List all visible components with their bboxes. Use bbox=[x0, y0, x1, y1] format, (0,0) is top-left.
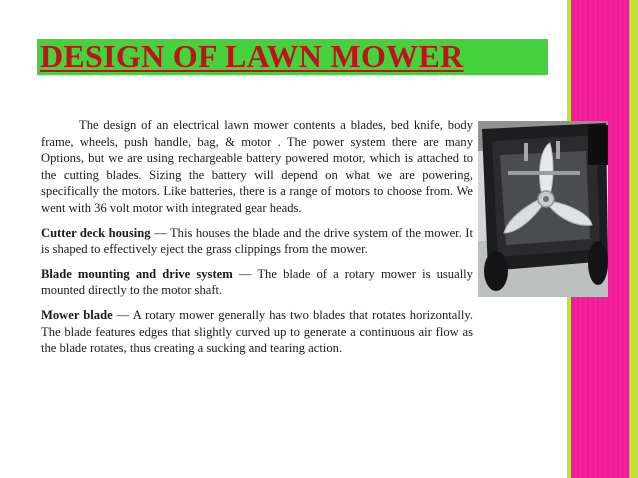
slide-body bbox=[41, 117, 473, 365]
section-text: This houses the blade and the drive system of the mower. It is shaped to effectively eject the grass clippings from the mower. bbox=[41, 225, 474, 257]
section-separator: — bbox=[112, 307, 133, 322]
section-paragraph bbox=[41, 225, 473, 258]
section-term: Blade mounting and drive system bbox=[41, 266, 233, 281]
section-separator: — bbox=[150, 225, 170, 240]
section-paragraph bbox=[41, 266, 473, 299]
lawn-mower-photo bbox=[478, 121, 608, 297]
decorative-band-edge-right bbox=[629, 0, 638, 478]
section-text: A rotary mower generally has two blades that rotates horizontally. The blade features edges that slightly curved up to generate a continuous air flow as the blade rotates, thus creating a sucking and tearing action. bbox=[41, 307, 473, 356]
intro-paragraph: The design of an electrical lawn mower contents a blades, bed knife, body frame, wheels, push handle, bag, & motor . The power system there are many Options, but we are using rechargeable battery powered motor, which is attached to the cutting blades. Sizing the battery will depend on what we are powering, specifically the motors. Like batteries, there is a range of motors to choose from. We went with 36 volt motor with integrated gear heads. bbox=[41, 118, 473, 215]
section-text: The blade of a rotary mower is usually mounted directly to the motor shaft. bbox=[41, 266, 473, 298]
section-separator: — bbox=[232, 266, 258, 281]
slide-title: DESIGN OF LAWN MOWER bbox=[40, 38, 464, 74]
section-paragraph bbox=[41, 307, 473, 357]
section-term: Mower blade bbox=[41, 307, 113, 322]
section-term: Cutter deck housing bbox=[41, 225, 151, 240]
